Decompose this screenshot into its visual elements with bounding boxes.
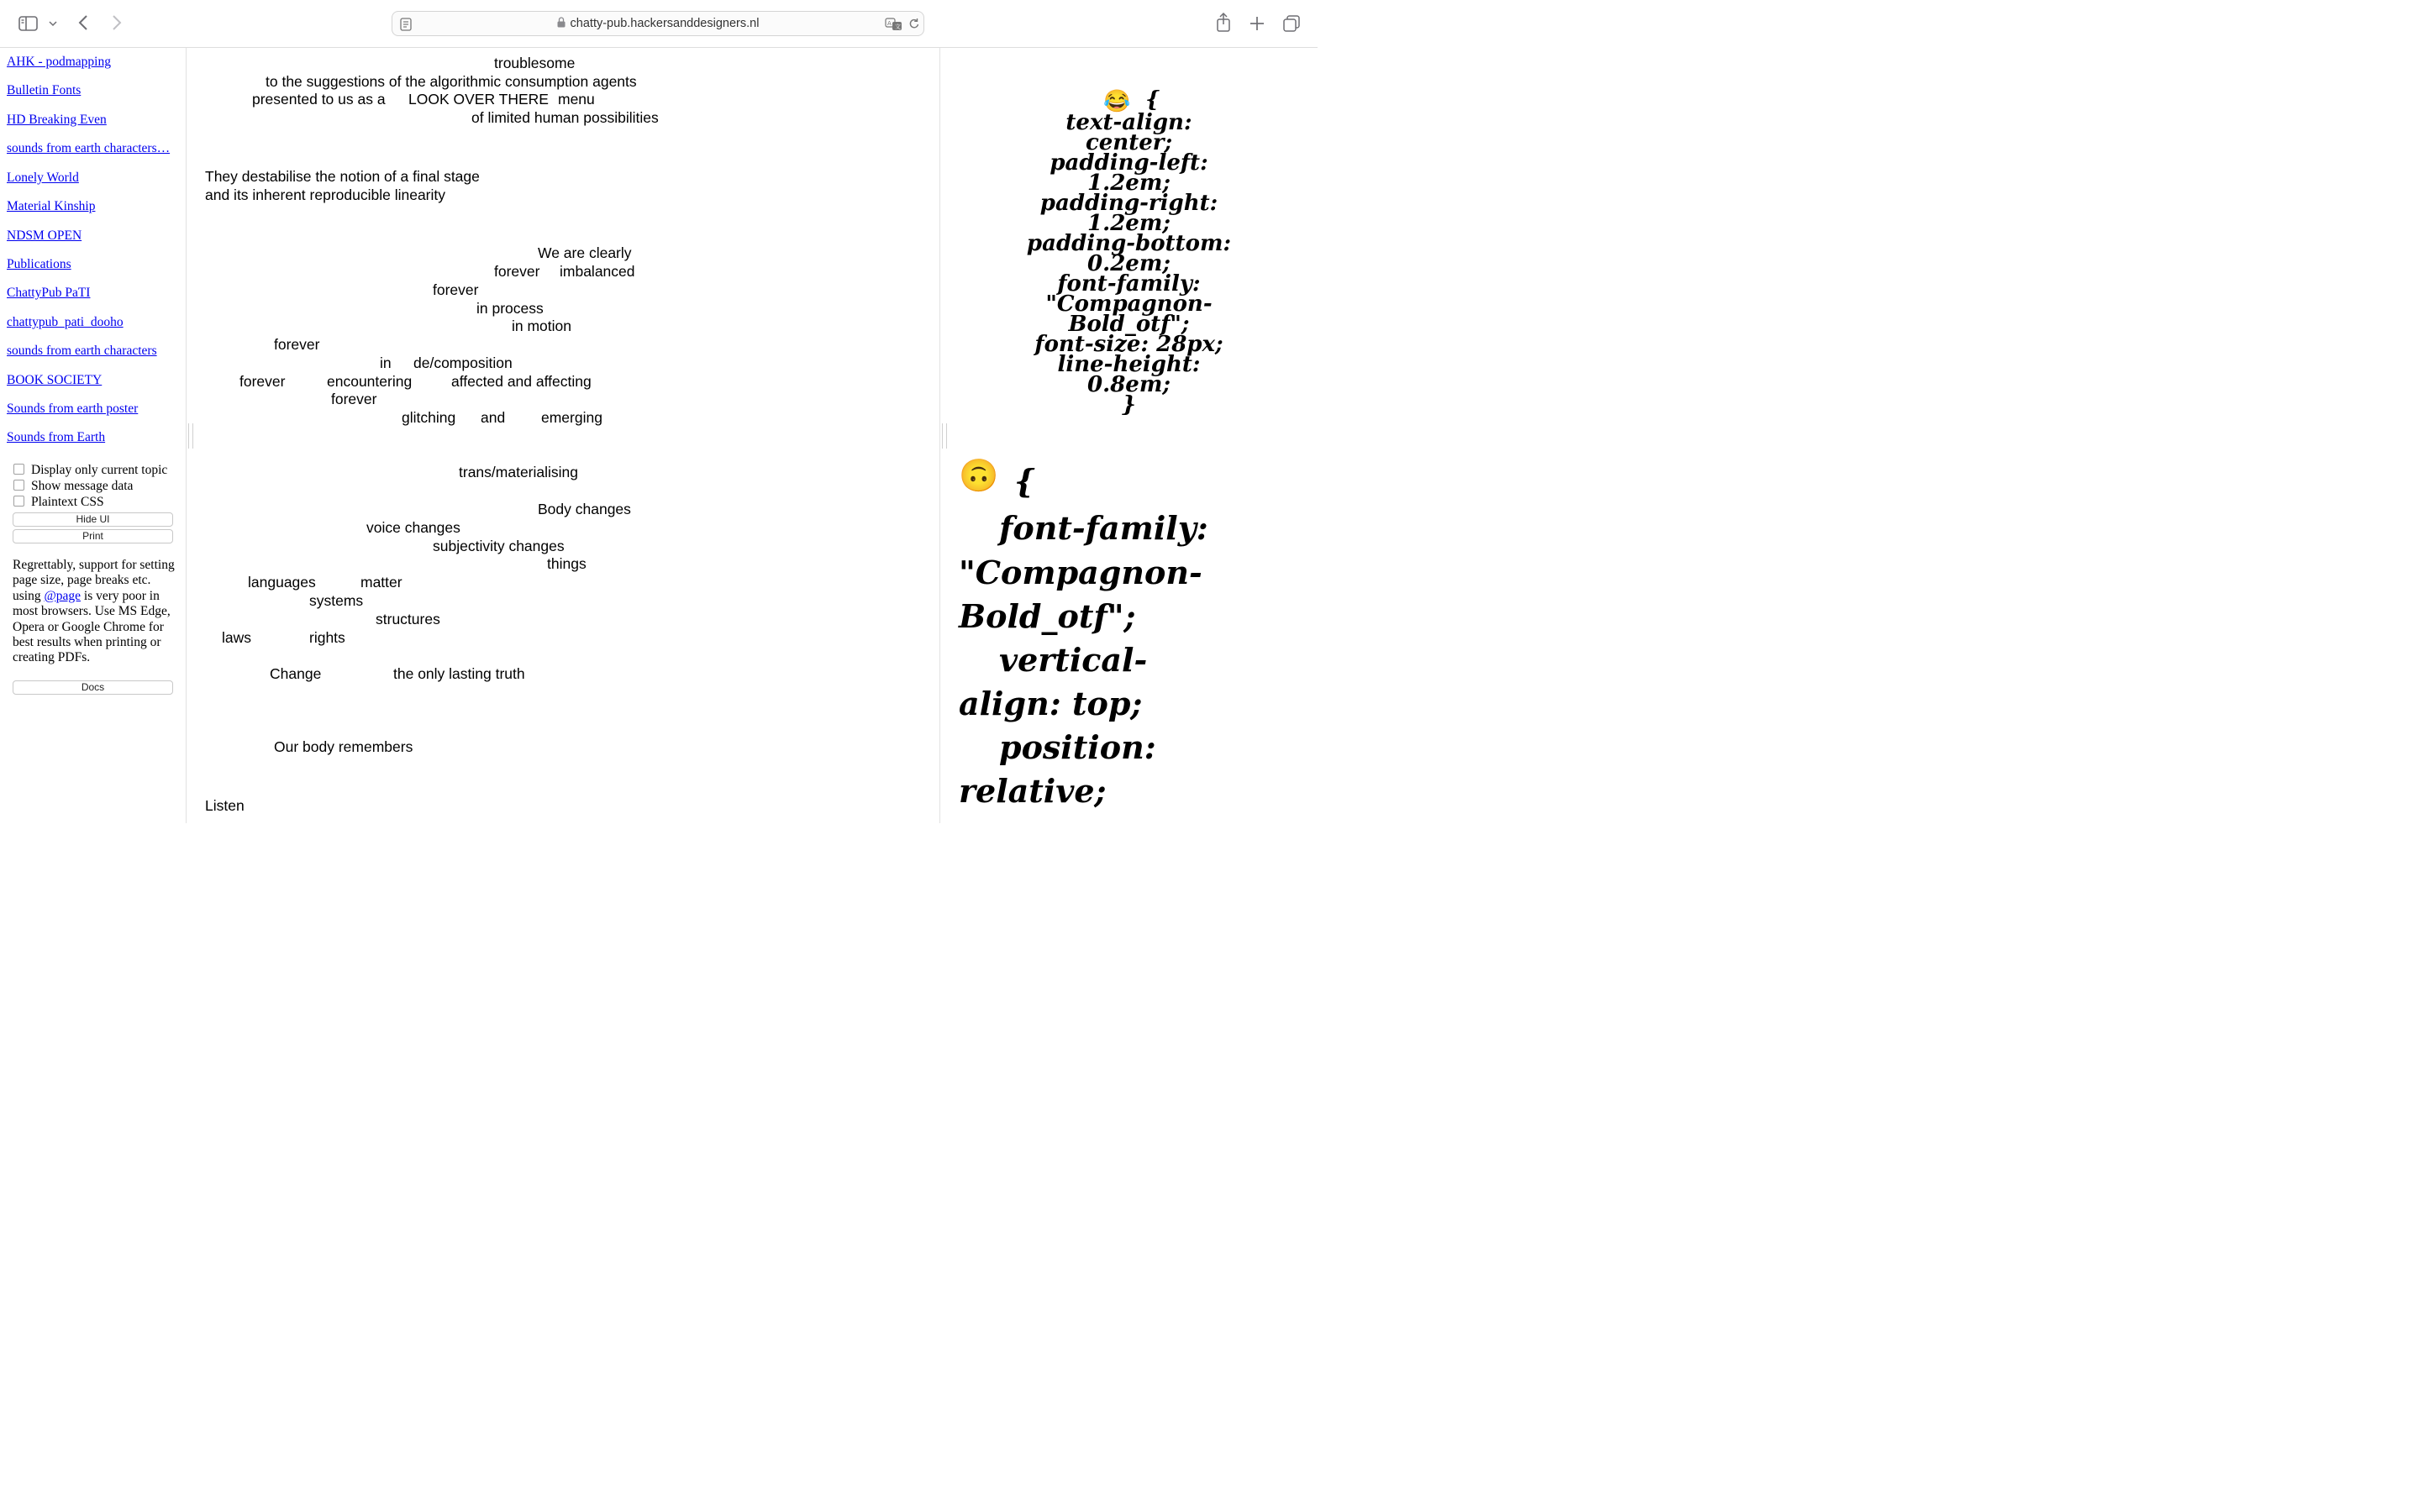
- chevron-down-icon[interactable]: [49, 20, 57, 27]
- poem-line: subjectivity changes: [433, 538, 565, 554]
- page-docs-link[interactable]: @page: [44, 588, 82, 603]
- topic-link[interactable]: AHK - podmapping: [7, 55, 111, 69]
- css-line: font-family:: [1057, 271, 1201, 297]
- css-line: padding-left:: [1050, 150, 1208, 176]
- poem-line: LOOK OVER THERE: [408, 91, 549, 108]
- poem-line: matter: [360, 574, 402, 591]
- print-button[interactable]: Print: [13, 529, 173, 543]
- poem-line: and: [481, 409, 506, 426]
- svg-text:文: 文: [895, 24, 901, 30]
- url-label: chatty-pub.hackersanddesigners.nl: [570, 17, 760, 30]
- topic-link[interactable]: HD Breaking Even: [7, 113, 107, 127]
- poem-line: forever: [494, 263, 540, 280]
- topic-link[interactable]: sounds from earth characters: [7, 344, 157, 358]
- css-line: Bold_otf";: [1068, 312, 1190, 337]
- option-current-topic[interactable]: [13, 463, 167, 478]
- css-line: 1.2em;: [1087, 211, 1171, 236]
- poem-line: They destabilise the notion of a final stage: [205, 168, 480, 185]
- css-line: Bold_otf";: [959, 597, 1136, 635]
- option-label: Display only current topic: [31, 463, 168, 477]
- option-message-data[interactable]: [13, 479, 133, 494]
- css-line: 0.2em;: [1087, 251, 1171, 276]
- css-line: center;: [1085, 130, 1173, 155]
- poem-line: troublesome: [494, 55, 576, 71]
- css-line: }: [1122, 392, 1136, 417]
- option-label: Show message data: [31, 479, 134, 493]
- poem-line: languages: [248, 574, 316, 591]
- poem-line: imbalanced: [560, 263, 635, 280]
- tab-overview-icon[interactable]: [1282, 14, 1301, 33]
- poem-line: forever: [433, 281, 479, 298]
- css-line: relative;: [959, 772, 1107, 810]
- poem-line: in motion: [512, 318, 572, 334]
- poem-line: Listen: [205, 797, 245, 814]
- poem-line: in: [380, 354, 392, 371]
- poem-line: to the suggestions of the algorithmic consumption agents: [266, 73, 637, 90]
- css-line: padding-right:: [1039, 191, 1218, 216]
- poem-line: systems: [309, 592, 364, 609]
- poem-line: forever: [274, 336, 320, 353]
- poem-line: Change: [270, 665, 322, 682]
- topic-link[interactable]: Bulletin Fonts: [7, 83, 82, 97]
- css-panel: [940, 48, 1318, 823]
- poem-line: presented to us as a: [252, 91, 386, 108]
- topic-link[interactable]: chattypub_pati_dooho: [7, 315, 124, 329]
- main-content: [187, 48, 940, 823]
- css-line: "Compagnon-: [959, 554, 1202, 591]
- poem-line: We are clearly: [538, 244, 632, 261]
- poem-line: structures: [376, 611, 440, 627]
- poem-line: laws: [222, 629, 252, 646]
- resize-handle[interactable]: [188, 423, 193, 449]
- topic-list[interactable]: [0, 48, 186, 444]
- forward-icon[interactable]: [111, 14, 123, 31]
- url-text: [392, 17, 923, 30]
- css-line: 0.8em;: [1087, 372, 1171, 397]
- new-tab-icon[interactable]: [1249, 16, 1265, 31]
- note-text: Regrettably, support for setting page size, page breaks etc. using: [13, 558, 175, 603]
- lock-icon: [557, 17, 566, 28]
- topic-link[interactable]: sounds from earth characters…: [7, 141, 171, 155]
- poem-line: and its inherent reproducible linearity: [205, 186, 445, 203]
- css-line: align: top;: [959, 685, 1143, 722]
- poem-line: things: [547, 555, 587, 572]
- resize-handle[interactable]: [942, 423, 947, 449]
- poem-line: voice changes: [366, 519, 460, 536]
- poem-line: glitching: [402, 409, 456, 426]
- svg-text:A: A: [887, 20, 892, 27]
- css-line: {: [1145, 87, 1160, 113]
- poem-line: emerging: [541, 409, 602, 426]
- checkbox[interactable]: [13, 480, 24, 491]
- topic-link[interactable]: ChattyPub PaTI: [7, 286, 91, 300]
- reload-icon[interactable]: [908, 18, 920, 30]
- topic-link[interactable]: Lonely World: [7, 171, 79, 185]
- print-note: [13, 558, 176, 666]
- back-icon[interactable]: [77, 14, 89, 31]
- css-line: text-align:: [1065, 110, 1192, 135]
- option-label: Plaintext CSS: [31, 495, 104, 509]
- address-bar[interactable]: [392, 11, 924, 36]
- poem-line: trans/materialising: [459, 464, 578, 480]
- topic-link[interactable]: Material Kinship: [7, 199, 96, 213]
- upside-down-face-emoji: 🙃: [959, 459, 999, 494]
- css-line: font-size: 28px;: [1034, 332, 1223, 357]
- css-line: 1.2em;: [1087, 171, 1171, 196]
- css-line: padding-bottom:: [1026, 231, 1232, 256]
- topic-link[interactable]: BOOK SOCIETY: [7, 373, 103, 387]
- poem-line: encountering: [327, 373, 413, 390]
- css-line: "Compagnon-: [1045, 291, 1213, 317]
- poem-line: of limited human possibilities: [471, 109, 659, 126]
- css-line: vertical-: [999, 641, 1148, 679]
- laughing-emoji: 😂: [1103, 89, 1131, 113]
- poem-line: Body changes: [538, 501, 631, 517]
- poem-line: menu: [558, 91, 595, 108]
- sidebar-toggle-icon[interactable]: [18, 15, 39, 32]
- poem-line: rights: [309, 629, 345, 646]
- poem-line: affected and affecting: [451, 373, 592, 390]
- sidebar: [0, 48, 187, 823]
- css-line: line-height:: [1057, 352, 1201, 377]
- topic-link[interactable]: Publications: [7, 257, 71, 271]
- poem-line: de/composition: [413, 354, 513, 371]
- share-icon[interactable]: [1216, 13, 1231, 33]
- poem-line: the only lasting truth: [393, 665, 525, 682]
- topic-link[interactable]: NDSM OPEN: [7, 228, 82, 243]
- css-line: position:: [999, 728, 1156, 766]
- css-line: font-family:: [999, 509, 1208, 547]
- poem-line: forever: [239, 373, 286, 390]
- poem-line: Our body remembers: [274, 738, 413, 755]
- topic-link[interactable]: Sounds from Earth: [7, 430, 106, 444]
- checkbox[interactable]: [13, 496, 24, 507]
- docs-button[interactable]: Docs: [13, 680, 173, 695]
- option-plaintext-css[interactable]: [13, 495, 104, 510]
- browser-toolbar: [0, 0, 1318, 48]
- topic-link[interactable]: Sounds from earth poster: [7, 402, 139, 416]
- hide-ui-button[interactable]: Hide UI: [13, 512, 173, 527]
- checkbox[interactable]: [13, 464, 24, 475]
- note-text: is very poor in most browsers. Use MS Edge, Opera or Google Chrome for best results when printing or creating PDFs.: [13, 588, 171, 665]
- css-line: {: [1014, 462, 1035, 500]
- translate-icon[interactable]: [885, 18, 903, 31]
- poem-line: in process: [476, 300, 544, 317]
- poem-line: forever: [331, 391, 377, 407]
